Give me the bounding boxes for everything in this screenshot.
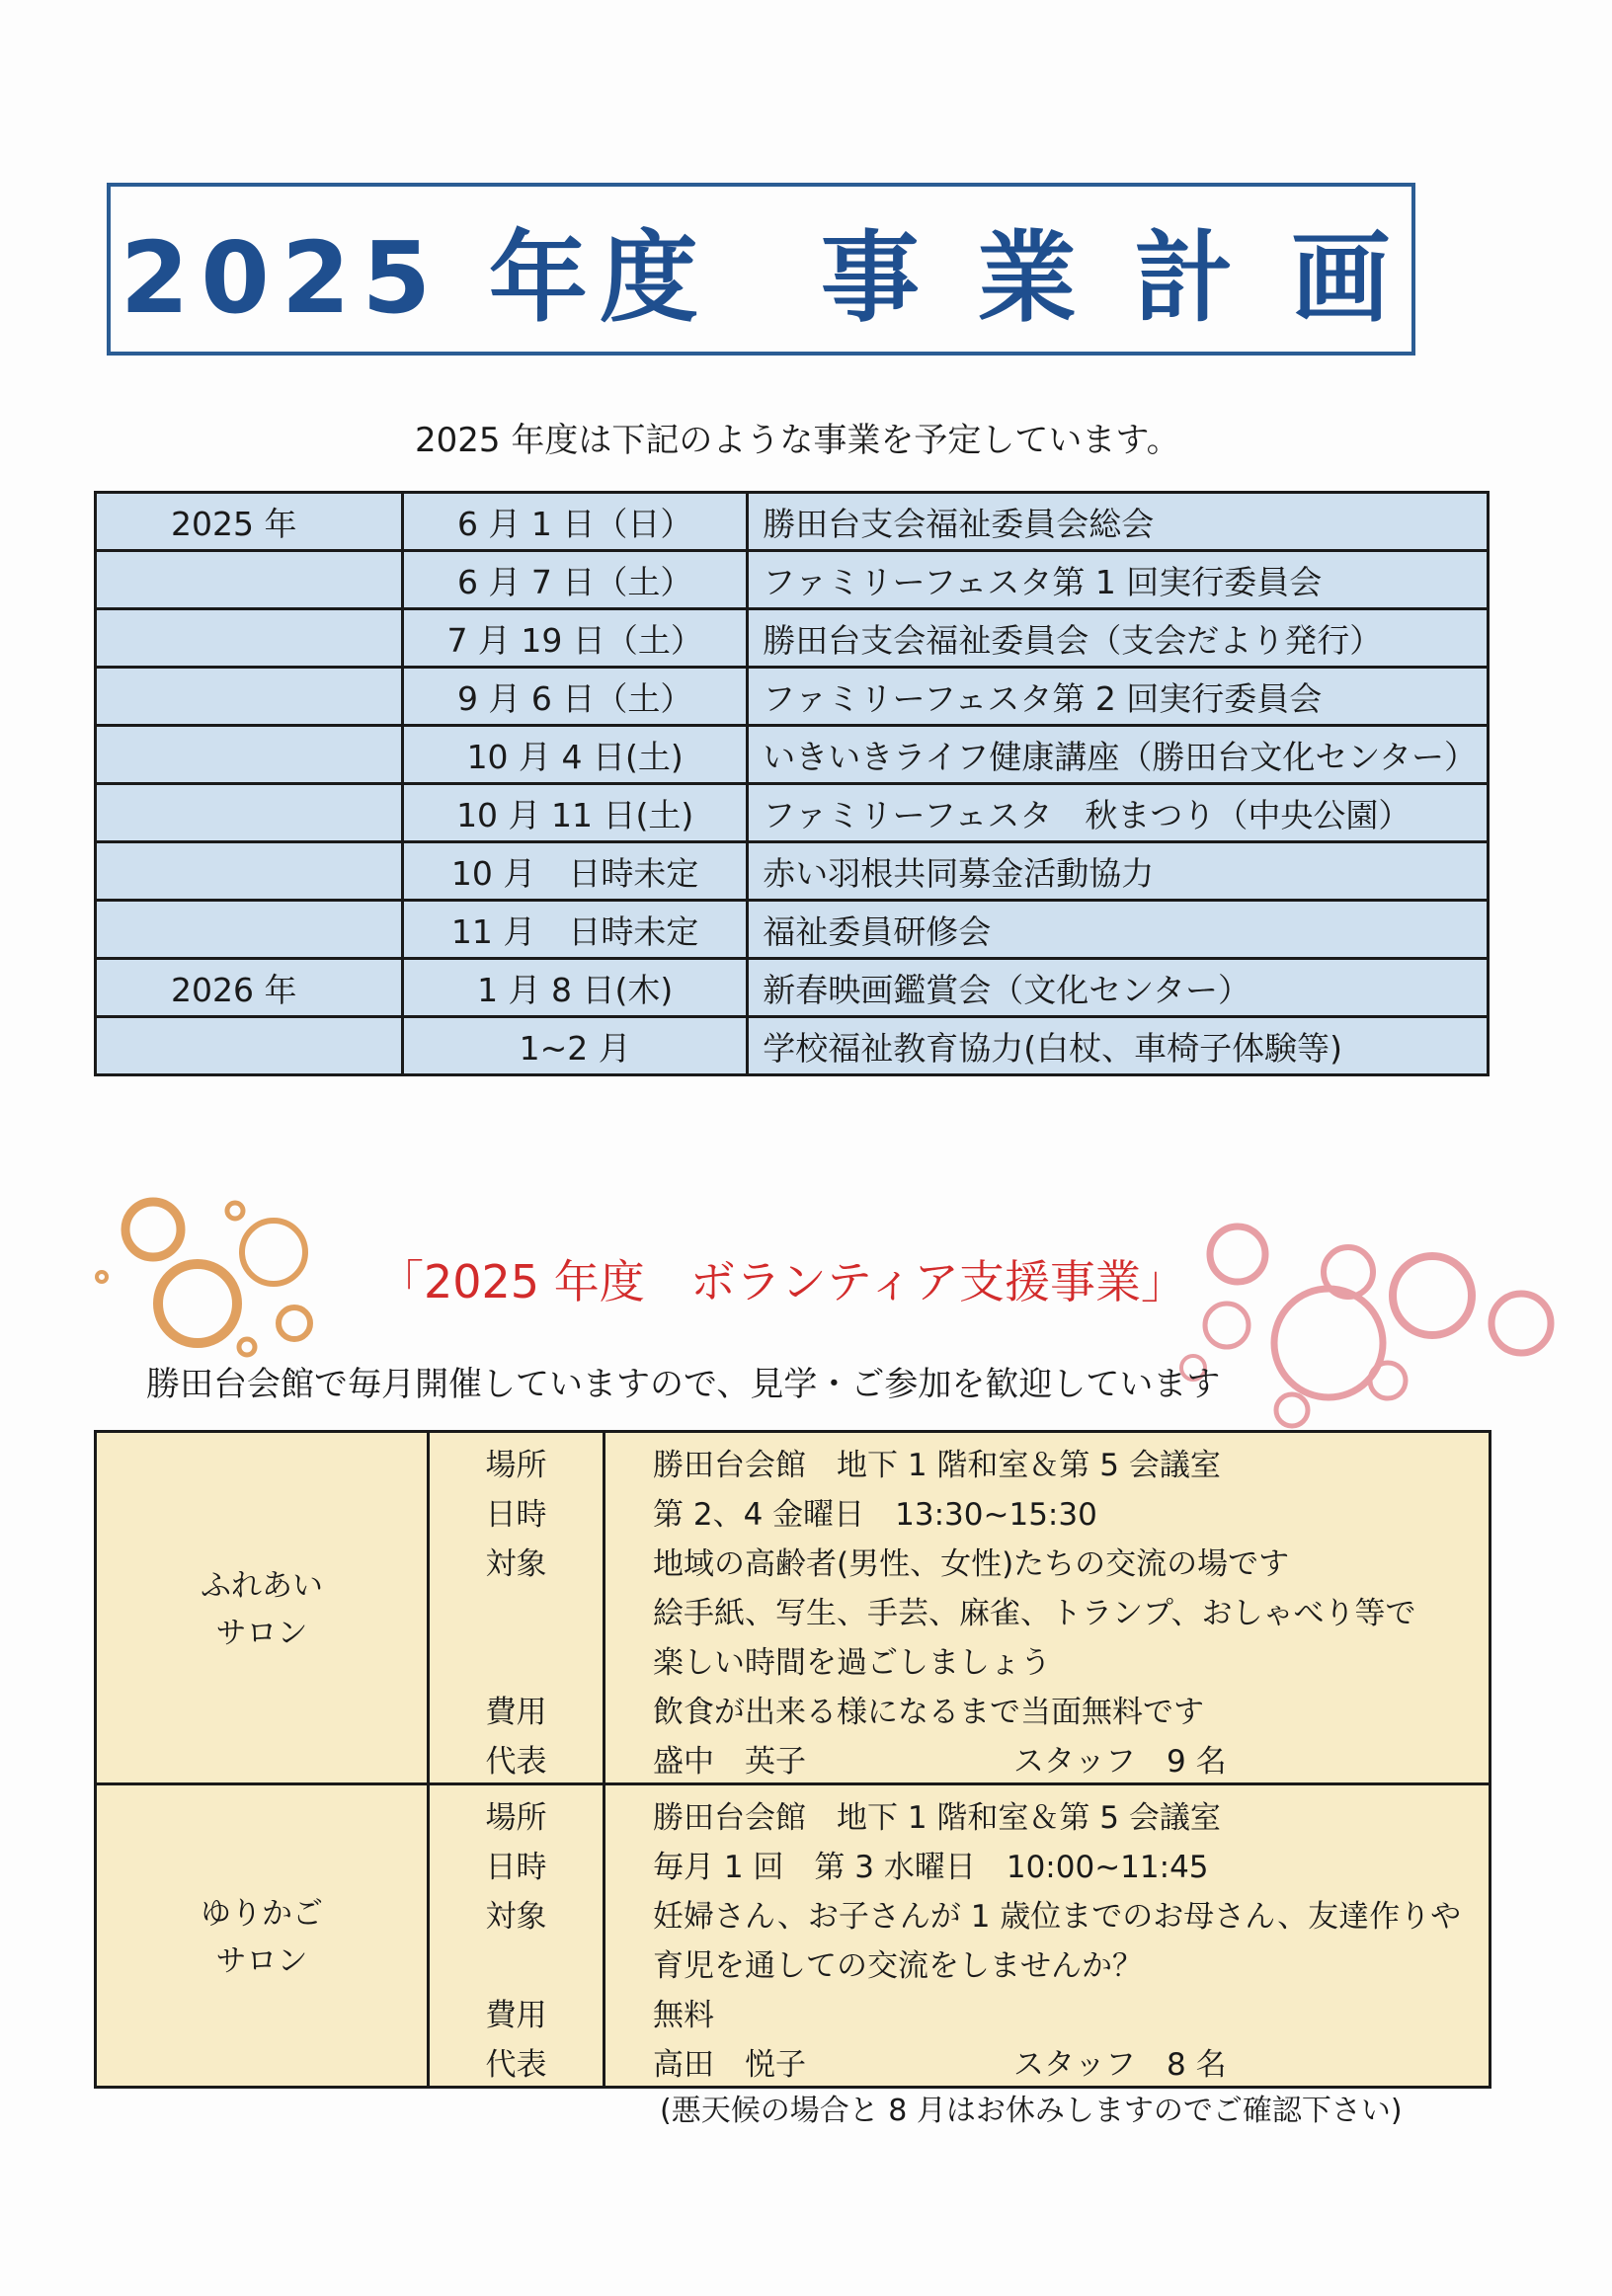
red-circle: [1393, 1256, 1472, 1335]
salon-field-label: 場所: [429, 1432, 604, 1487]
red-circle: [1491, 1294, 1551, 1353]
salon-field-value: [604, 1733, 1491, 1784]
salon-field-value: [604, 1585, 1491, 1634]
welcome-text: 勝田台会館で毎月開催していますので、見学・ご参加を歓迎しています: [146, 1365, 1221, 1404]
salon-name: [96, 1784, 429, 2088]
schedule-year: [96, 726, 403, 784]
schedule-date: 1 月 8 日(木): [403, 959, 748, 1017]
schedule-event: 赤い羽根共同募金活動協力: [748, 842, 1489, 901]
salon-value-text: 飲食が出来る様になるまで当面無料です: [653, 1694, 1204, 1730]
orange-circle: [239, 1339, 255, 1355]
schedule-date: 6 月 7 日（土）: [403, 551, 748, 609]
salon-field-label: 代表: [429, 2036, 604, 2088]
salon-table: [94, 1430, 1491, 2089]
orange-circle: [279, 1307, 310, 1339]
intro-text: 2025 年度は下記のような事業を予定しています。: [415, 421, 1180, 460]
schedule-year: 2026 年: [96, 959, 403, 1017]
salon-value-text: 勝田台会館 地下 1 階和室＆第 5 会議室: [653, 1799, 1221, 1836]
schedule-row: [96, 726, 1489, 784]
schedule-year: [96, 901, 403, 959]
schedule-event: 福祉委員研修会: [748, 901, 1489, 959]
schedule-row: [96, 842, 1489, 901]
salon-field-label: [429, 1585, 604, 1634]
salon-field-label: 代表: [429, 1733, 604, 1784]
salon-field-value: [604, 1536, 1491, 1585]
schedule-year: [96, 551, 403, 609]
schedule-row: [96, 784, 1489, 842]
salon-field-value: [604, 1432, 1491, 1487]
orange-circle: [97, 1272, 107, 1282]
schedule-date: 11 月 日時未定: [403, 901, 748, 959]
red-circle: [1205, 1304, 1249, 1347]
salon-field-label: 費用: [429, 1987, 604, 2036]
schedule-event: 学校福祉教育協力(白杖、車椅子体験等): [748, 1017, 1489, 1075]
salon-name: [96, 1432, 429, 1784]
schedule-date: 9 月 6 日（土）: [403, 668, 748, 726]
volunteer-section-title: 「2025 年度 ボランティア支援事業」: [378, 1255, 1187, 1308]
schedule-event: ファミリーフェスタ第 2 回実行委員会: [748, 668, 1489, 726]
schedule-event: 勝田台支会福祉委員会総会: [748, 493, 1489, 551]
schedule-row: [96, 959, 1489, 1017]
page-title: 2025 年度 事 業 計 画: [120, 219, 1403, 336]
schedule-row: [96, 609, 1489, 668]
orange-circle: [125, 1202, 181, 1257]
salon-field-label: 日時: [429, 1839, 604, 1888]
schedule-row: [96, 1017, 1489, 1075]
salon-field-value: [604, 1938, 1491, 1987]
schedule-event: 新春映画鑑賞会（文化センター）: [748, 959, 1489, 1017]
orange-circle: [242, 1221, 305, 1284]
schedule-year: [96, 1017, 403, 1075]
salon-name-line: ふれあい: [201, 1568, 323, 1604]
salon-name-line: サロン: [215, 1616, 308, 1651]
salon-name-line: ゆりかご: [201, 1896, 323, 1932]
salon-row: [96, 1432, 1491, 1487]
schedule-date: 10 月 11 日(土): [403, 784, 748, 842]
salon-field-value: [604, 1839, 1491, 1888]
salon-field-label: [429, 1938, 604, 1987]
schedule-date: 10 月 4 日(土): [403, 726, 748, 784]
closure-note: (悪天候の場合と 8 月はお休みしますのでご確認下さい): [660, 2094, 1403, 2128]
schedule-year: [96, 668, 403, 726]
schedule-date: 1~2 月: [403, 1017, 748, 1075]
salon-value-text: 高田 悦子: [653, 2046, 806, 2083]
salon-value-text: 毎月 1 回 第 3 水曜日 10:00~11:45: [653, 1849, 1209, 1885]
schedule-row: [96, 668, 1489, 726]
title-box: [107, 183, 1415, 356]
red-circle: [1210, 1227, 1265, 1282]
red-circle: [1276, 1394, 1308, 1426]
salon-value-text: 地域の高齢者(男性、女性)たちの交流の場です: [653, 1545, 1290, 1582]
salon-value-text: 勝田台会館 地下 1 階和室＆第 5 会議室: [653, 1447, 1221, 1483]
salon-field-label: 費用: [429, 1684, 604, 1733]
schedule-date: 7 月 19 日（土）: [403, 609, 748, 668]
orange-circle: [158, 1264, 237, 1343]
salon-field-label: 場所: [429, 1784, 604, 1840]
salon-field-value: [604, 1634, 1491, 1684]
schedule-year: 2025 年: [96, 493, 403, 551]
schedule-row: [96, 493, 1489, 551]
schedule-year: [96, 784, 403, 842]
salon-field-label: 対象: [429, 1536, 604, 1585]
salon-field-value: [604, 1987, 1491, 2036]
schedule-date: 10 月 日時未定: [403, 842, 748, 901]
salon-value-text: 第 2、4 金曜日 13:30~15:30: [653, 1496, 1097, 1533]
salon-value-text: 絵手紙、写生、手芸、麻雀、トランプ、おしゃべり等で: [653, 1595, 1416, 1631]
salon-field-value: [604, 1684, 1491, 1733]
schedule-event: ファミリーフェスタ 秋まつり（中央公園）: [748, 784, 1489, 842]
schedule-date: 6 月 1 日（日）: [403, 493, 748, 551]
salon-value-text: 妊婦さん、お子さんが 1 歳位までのお母さん、友達作りや: [653, 1898, 1462, 1935]
salon-value-text: 無料: [653, 1997, 714, 2033]
schedule-year: [96, 842, 403, 901]
schedule-event: 勝田台支会福祉委員会（支会だより発行）: [748, 609, 1489, 668]
salon-field-label: 対象: [429, 1888, 604, 1938]
schedule-event: いきいきライフ健康講座（勝田台文化センター）: [748, 726, 1489, 784]
schedule-table: [94, 491, 1490, 1076]
salon-field-value: [604, 1784, 1491, 1840]
schedule-row: [96, 901, 1489, 959]
salon-field-label: [429, 1634, 604, 1684]
salon-row: [96, 1784, 1491, 1840]
red-circle: [1370, 1363, 1406, 1398]
salon-staff-count: スタッフ 8 名: [1013, 2046, 1227, 2083]
salon-value-text: 楽しい時間を過ごしましょう: [653, 1644, 1051, 1681]
salon-name-line: サロン: [215, 1943, 308, 1979]
schedule-row: [96, 551, 1489, 609]
orange-circle: [227, 1203, 243, 1219]
salon-value-text: 育児を通しての交流をしませんか？: [653, 1947, 1143, 1984]
salon-field-value: [604, 1486, 1491, 1536]
schedule-year: [96, 609, 403, 668]
red-circle: [1274, 1289, 1383, 1397]
salon-field-label: 日時: [429, 1486, 604, 1536]
schedule-event: ファミリーフェスタ第 1 回実行委員会: [748, 551, 1489, 609]
salon-field-value: [604, 1888, 1491, 1938]
salon-value-text: 盛中 英子: [653, 1743, 806, 1780]
salon-staff-count: スタッフ 9 名: [1013, 1743, 1227, 1780]
salon-field-value: [604, 2036, 1491, 2088]
